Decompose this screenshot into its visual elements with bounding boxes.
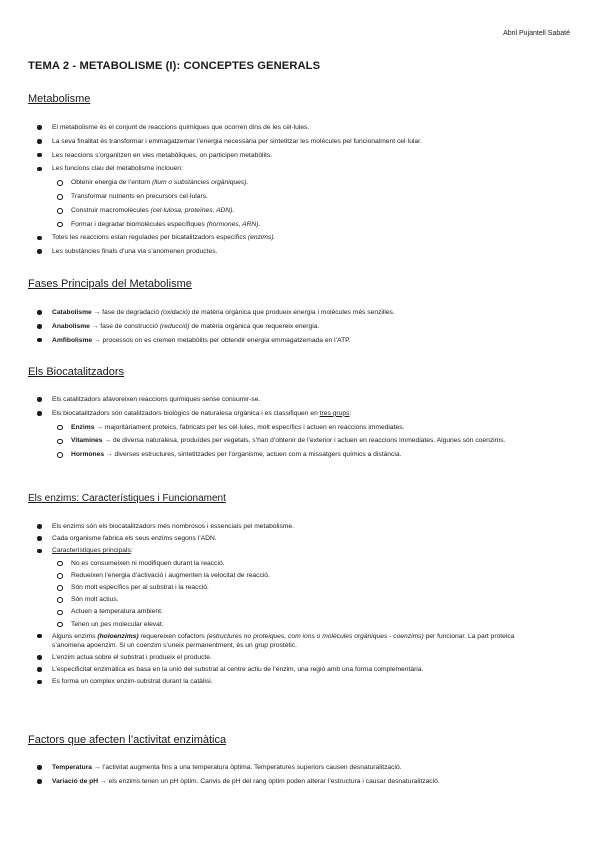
- circle-bullet-icon: [57, 439, 63, 445]
- circle-bullet-icon: [57, 452, 63, 458]
- list-item: Anabolisme → fase de construcció (reducció) de matèria orgànica que requereix energia.: [0, 322, 600, 331]
- list-item: La seva finalitat és transformar i emmagatzemar l’energia necessària per sintetitzar les molècules pel funcionalment cel·lular.: [0, 137, 600, 146]
- bullet-icon: [37, 549, 42, 554]
- list-item: Alguns enzims (holoenzims) requereixen cofactors (estructures no proteiques, com ions o molècules orgàniques - coenzims) per funcionar. La part proteica s’anomena apoenzim. Si un coenzim s’uneix permanentment, és un grup prostètic.: [0, 632, 600, 650]
- circle-bullet-icon: [57, 222, 63, 228]
- circle-bullet-icon: [57, 561, 63, 567]
- bullet-icon: [37, 655, 42, 660]
- list-item: El metabolisme és el conjunt de reaccions químiques que ocorren dins de les cèl·lules.: [0, 123, 600, 132]
- circle-bullet-icon: [57, 597, 63, 603]
- bullet-icon: [37, 153, 42, 158]
- list-metabolisme: [0, 123, 600, 261]
- sub-list-item: Són molt específics per al substrat i la reacció.: [0, 583, 600, 592]
- bullet-icon: [37, 249, 42, 254]
- circle-bullet-icon: [57, 180, 63, 186]
- list-biocatalitzadors: [0, 395, 600, 464]
- sub-list-item: Actuen a temperatura ambient.: [0, 607, 600, 616]
- circle-bullet-icon: [57, 622, 63, 628]
- list-factors: [0, 763, 600, 791]
- bullet-icon: [37, 139, 42, 144]
- list-item: Els biocatalitzadors són catalitzadors biològics de naturalesa orgànica i es classifiquen en tres grups:: [0, 409, 600, 418]
- list-item: Catabolisme → fase de degradació (oxidació) de matèria orgànica que produeix energia i molècules més senzilles.: [0, 308, 600, 317]
- circle-bullet-icon: [57, 194, 63, 200]
- sub-list-item: No es consumeixen ni modifiquen durant la reacció.: [0, 559, 600, 568]
- list-enzims: [0, 522, 600, 689]
- list-item: Amfibolisme → processos on es cremen metabòlits per obtendir energia emmagatzemada en l’ATP.: [0, 336, 600, 345]
- list-item: Els catalitzadors afavoreixen reaccions químiques sense consumir-se.: [0, 395, 600, 404]
- sub-list-item: Són molt actius.: [0, 595, 600, 604]
- list-item: L’especificitat enzimàtica es basa en la unió del substrat al centre actiu de l’enzim, una regió amb una forma complementària.: [0, 665, 600, 674]
- circle-bullet-icon: [57, 585, 63, 591]
- sub-list-item: Transformar nutrients en precursors cel·lulars.: [0, 192, 600, 201]
- list-item: Es forma un complex enzim-substrat durant la catàlisi.: [0, 677, 600, 686]
- bullet-icon: [37, 680, 42, 685]
- bullet-icon: [37, 338, 42, 343]
- bullet-icon: [37, 634, 42, 639]
- list-item: Característiques principals:: [0, 546, 600, 555]
- list-item: Variació de pH → els enzims tenen un pH òptim. Canvis de pH del rang òptim poden alterar l’estructura i causar desnaturalització.: [0, 777, 600, 786]
- sub-list-item: Tenen un pes molecular elevat.: [0, 620, 600, 629]
- bullet-icon: [37, 524, 42, 529]
- sub-list-item: Construir macromolècules (cel·lulosa, proteïnes, ADN).: [0, 206, 600, 215]
- sub-list-item: Redueixen l’energia d’activació i augmenten la velocitat de reacció.: [0, 571, 600, 580]
- bullet-icon: [37, 779, 42, 784]
- section-heading-biocatalitzadors: Els Biocatalitzadors: [28, 366, 124, 378]
- circle-bullet-icon: [57, 610, 63, 616]
- author-name: Abril Pujantell Sabaté: [503, 30, 570, 37]
- circle-bullet-icon: [57, 573, 63, 579]
- bullet-icon: [37, 236, 42, 241]
- bullet-icon: [37, 310, 42, 315]
- section-heading-fases: Fases Principals del Metabolisme: [28, 278, 192, 290]
- list-item: L’enzim actua sobre el substrat i produeix el producte.: [0, 653, 600, 662]
- section-heading-metabolisme: Metabolisme: [28, 93, 91, 105]
- bullet-icon: [37, 397, 42, 402]
- bullet-icon: [37, 667, 42, 672]
- sub-list-item: Hormones → diverses estructures, sintetitzades per l’organisme, actuen com a missatgers químics a distància.: [0, 450, 600, 459]
- list-item: Les substàncies finals d’una via s’anomenen productes.: [0, 247, 600, 256]
- bullet-icon: [37, 125, 42, 130]
- section-heading-enzims: Els enzims: Característiques i Funcionament: [28, 493, 226, 504]
- sub-list-item: Vitamines → de diversa naturalesa, produïdes per vegetals, s’han d’obtenir de l’exterior i actuen en reaccions immediates. Algunes són coenzims.: [0, 436, 600, 445]
- sub-list-item: Enzims → majoritàriament proteics, fabricats per les cèl·lules, molt específics i actuen en reaccions immediates.: [0, 423, 600, 432]
- list-item: Els enzims són els biocatalitzadors més nombrosos i essencials pel metabolisme.: [0, 522, 600, 531]
- list-item: Temperatura → l’activitat augmenta fins a una temperatura òptima. Temperatures superiors causen desnaturalització.: [0, 763, 600, 772]
- sub-list-item: Obtenir energia de l’entorn (llum o substàncies orgàniques).: [0, 178, 600, 187]
- page-title: TEMA 2 - METABOLISME (I): CONCEPTES GENERALS: [28, 60, 321, 72]
- list-item: Cada organisme fabrica els seus enzims segons l’ADN.: [0, 534, 600, 543]
- list-item: Les funcions clau del metabolisme inclouen:: [0, 164, 600, 173]
- bullet-icon: [37, 765, 42, 770]
- list-item: Totes les reaccions estan regulades per bicatalitzadors específics (enzims).: [0, 233, 600, 242]
- list-item: Les reaccions s’organitzen en vies metabòliques, on participen metabòlits.: [0, 151, 600, 160]
- circle-bullet-icon: [57, 425, 63, 431]
- bullet-icon: [37, 324, 42, 329]
- circle-bullet-icon: [57, 208, 63, 214]
- list-fases: [0, 308, 600, 349]
- bullet-icon: [37, 411, 42, 416]
- section-heading-factors: Factors que afecten l’activitat enzimàtica: [28, 734, 227, 746]
- bullet-icon: [37, 167, 42, 172]
- sub-list-item: Formar i degradar biomolècules específiques (hormones, ARN).: [0, 220, 600, 229]
- bullet-icon: [37, 536, 42, 541]
